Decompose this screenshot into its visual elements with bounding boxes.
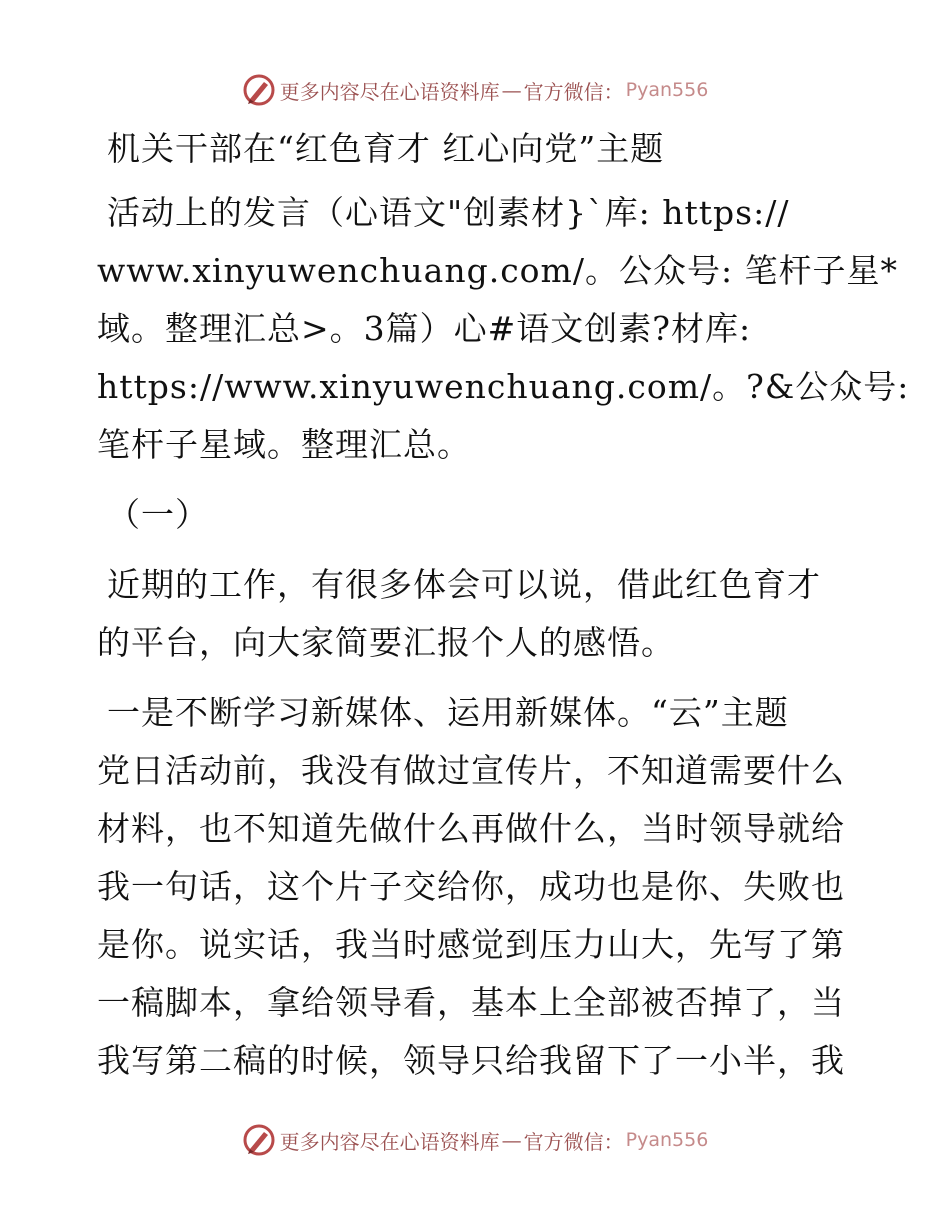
paragraph-2-line-6: 一稿脚本，拿给领导看，基本上全部被否掉了，当	[97, 983, 845, 1022]
banner-wechat-label: 官方微信：	[523, 79, 624, 104]
section-heading: （一）	[107, 495, 209, 534]
banner-slogan: 更多内容尽在心语资料库	[279, 79, 500, 104]
banner-wechat-id: Pyan556	[625, 79, 709, 101]
document-title-line-6: 笔杆子星域。整理汇总。	[97, 425, 471, 464]
header-watermark-banner	[0, 70, 950, 110]
banner-slogan: 更多内容尽在心语资料库	[279, 1129, 500, 1154]
paragraph-2-line-2: 党日活动前，我没有做过宣传片，不知道需要什么	[97, 751, 845, 790]
document-title-line-5: https://www.xinyuwenchuang.com/。?&公众号:	[97, 367, 910, 406]
document-title-line-2: 活动上的发言（心语文"创素材}`库: https://	[107, 193, 790, 232]
paragraph-2-line-4: 我一句话，这个片子交给你，成功也是你、失败也	[97, 867, 845, 906]
paragraph-2-line-1: 一是不断学习新媒体、运用新媒体。“云”主题	[107, 693, 789, 732]
pen-logo-icon	[242, 73, 276, 107]
banner-dash: —	[501, 78, 522, 102]
banner-dash: —	[501, 1128, 522, 1152]
paragraph-1-line-2: 的平台，向大家简要汇报个人的感悟。	[97, 623, 675, 662]
paragraph-2-line-7: 我写第二稿的时候，领导只给我留下了一小半，我	[97, 1041, 845, 1080]
paragraph-2-line-5: 是你。说实话，我当时感觉到压力山大，先写了第	[97, 925, 845, 964]
footer-watermark-banner	[0, 1120, 950, 1160]
document-title-line-1: 机关干部在“红色育才 红心向党”主题	[107, 129, 665, 168]
paragraph-1-line-1: 近期的工作，有很多体会可以说，借此红色育才	[107, 565, 821, 604]
paragraph-2-line-3: 材料，也不知道先做什么再做什么，当时领导就给	[97, 809, 845, 848]
banner-wechat-id: Pyan556	[625, 1129, 709, 1151]
pen-logo-icon	[242, 1123, 276, 1157]
document-body	[97, 120, 910, 1110]
banner-wechat-label: 官方微信：	[523, 1129, 624, 1154]
document-title-line-3: www.xinyuwenchuang.com/。公众号: 笔杆子星*	[97, 251, 899, 290]
document-title-line-4: 域。整理汇总>。3篇）心#语文创素?材库:	[97, 309, 752, 348]
